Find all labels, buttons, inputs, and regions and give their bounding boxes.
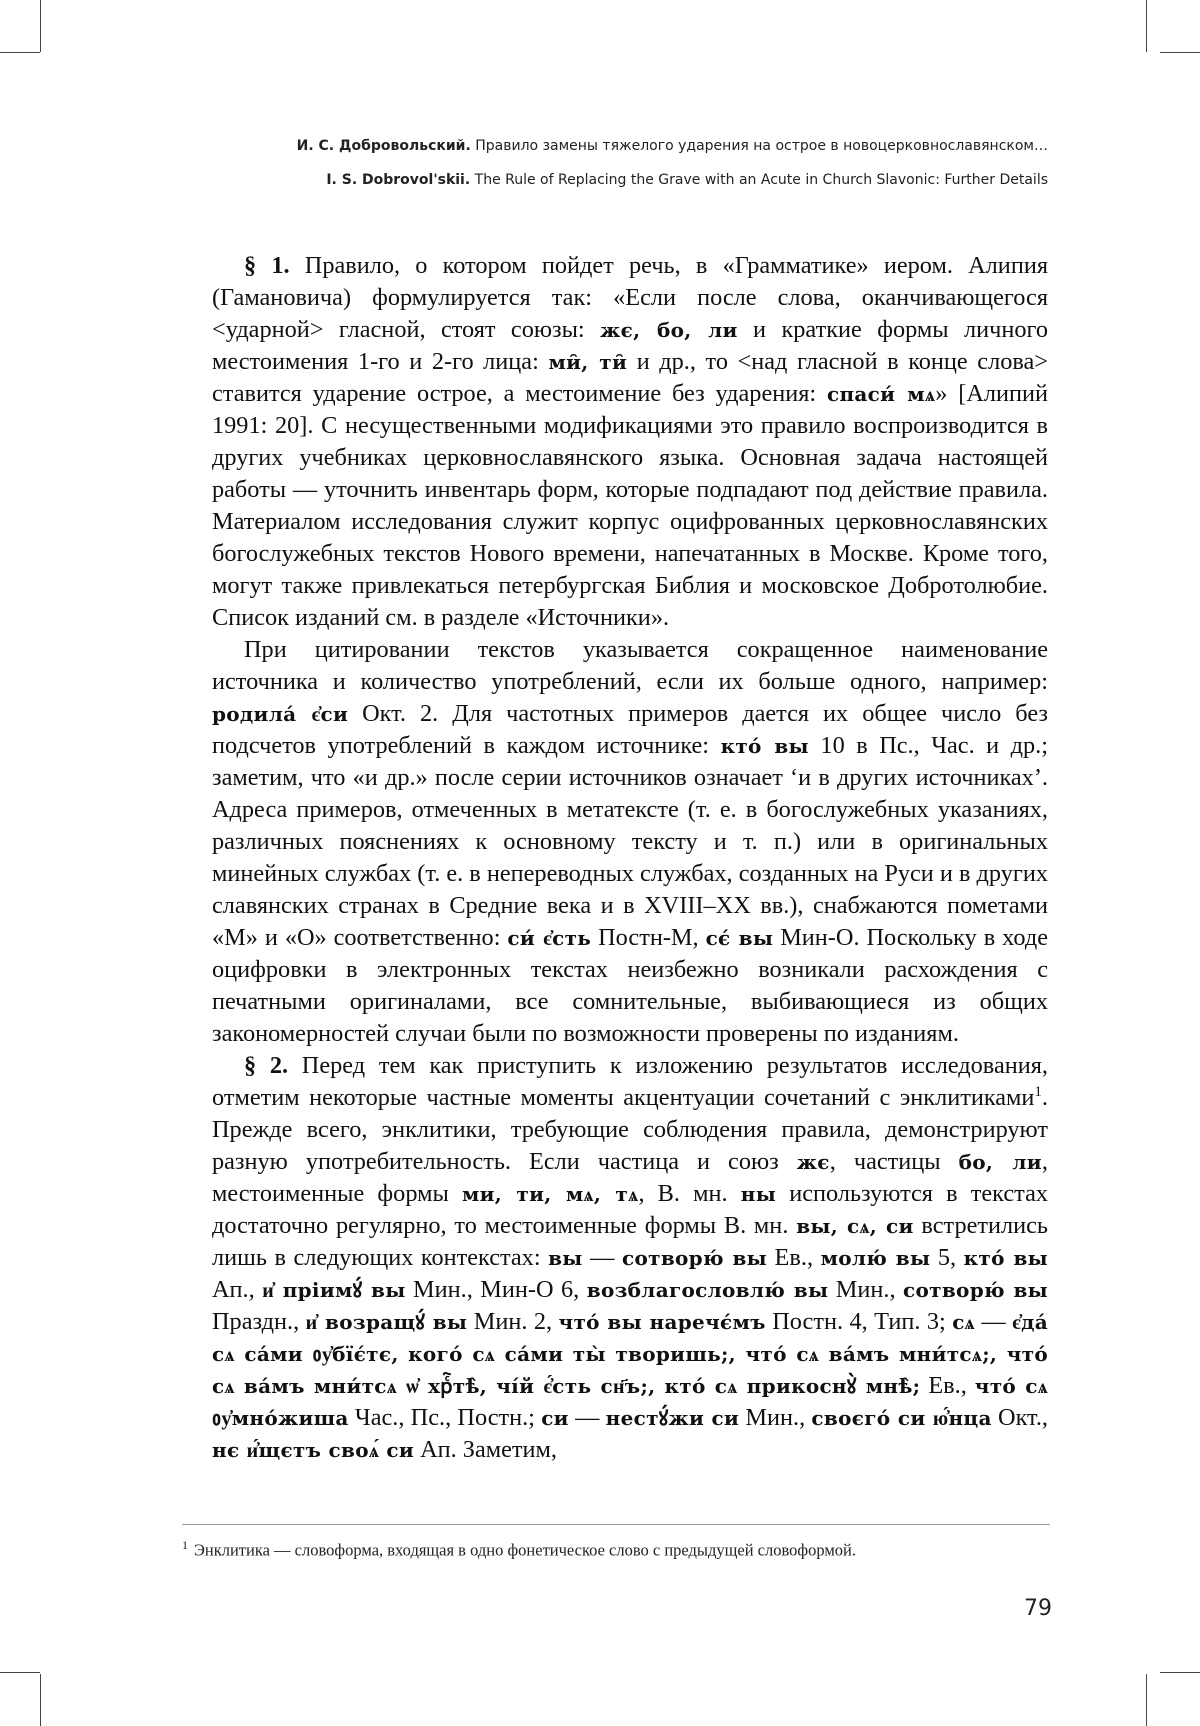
church-slavonic-example: и҆ пріимꙋ́ вы — [262, 1278, 406, 1302]
crop-mark-top-left-vertical — [40, 0, 41, 52]
body-text — [212, 250, 1048, 1466]
section-marker: § 1. — [244, 252, 290, 279]
crop-mark-top-right-vertical — [1146, 0, 1147, 52]
text-run: Ап. Заметим, — [414, 1436, 557, 1463]
footnote-divider — [182, 1524, 1050, 1525]
church-slavonic-example: нестꙋ́жи си — [605, 1406, 740, 1430]
text-run: Ев., — [920, 1372, 975, 1399]
running-head-english — [326, 172, 1048, 188]
text-run: При цитировании текстов указывается сокращенное наименование источника и количество употреблений, если их больше одного, например: — [212, 636, 1048, 695]
text-run: 10 в Пс., Час. и др.; заметим, что «и др.» после серии источников означает ‘и в других источниках’. Адреса примеров, отмеченных в метатексте (т. е. в богослужебных указаниях, различных пояснениях к основному тексту и т. п.) или в оригинальных минейных службах (т. е. в непереводных службах, созданных на Руси и в других славянских странах в Средние века и в XVIII–XX вв.), снабжаются пометами «М» и «О» соответственно: — [212, 732, 1049, 951]
footnote-reference[interactable]: 1 — [1034, 1083, 1042, 1100]
footnote-number: 1 — [182, 1538, 188, 1552]
text-run: , частицы — [829, 1148, 959, 1175]
paragraph-section-1 — [212, 250, 1048, 634]
church-slavonic-example: ми, ти, мѧ, тѧ — [461, 1182, 639, 1206]
running-head-russian — [297, 138, 1048, 154]
running-head-ru-author: И. С. Добровольский. — [296, 138, 471, 154]
text-run: 5, — [930, 1244, 964, 1271]
text-run: Постн. 4, Тип. 3; — [765, 1308, 953, 1335]
text-run: и др., то <над гласной в конце слова> ставится ударение острое, а местоимение без ударения: — [212, 348, 1048, 407]
church-slavonic-example: молю́ вы — [820, 1246, 931, 1270]
text-run: Ап., — [212, 1276, 263, 1303]
church-slavonic-example: жє — [796, 1150, 830, 1174]
church-slavonic-example: сѧ — [952, 1310, 975, 1334]
church-slavonic-example: кто́ вы — [963, 1246, 1048, 1270]
church-slavonic-example: вы, сѧ, си — [796, 1214, 914, 1238]
running-head-en-author: I. S. Dobrovol'skii. — [326, 172, 471, 188]
text-run: Мин-О. Поскольку в ходе оцифровки в электронных текстах неизбежно возникали расхождения с печатными оригиналами, все сомнительные, выбивающиеся из общих закономерностей случаи были по возможности проверены по изданиям. — [212, 924, 1048, 1047]
page-number: 79 — [1024, 1596, 1052, 1621]
church-slavonic-example: сє́ вы — [705, 926, 774, 950]
text-run: Мин., — [828, 1276, 904, 1303]
church-slavonic-example: кто́ вы — [720, 734, 809, 758]
church-slavonic-example: си — [541, 1406, 569, 1430]
church-slavonic-example: что́ сѧ ᲂу҆мно́жиша — [212, 1374, 1048, 1430]
text-run: Окт. 2. Для частотных примеров дается их общее число без подсчетов употреблений в каждом источнике: — [212, 700, 1048, 759]
church-slavonic-example: сотворю́ вы — [622, 1246, 768, 1270]
text-run: встретились лишь в следующих контекстах: — [212, 1212, 1048, 1271]
church-slavonic-example: бо, ли — [958, 1150, 1042, 1174]
text-run: используются в текстах достаточно регулярно, то местоименные формы В. мн. — [212, 1180, 1049, 1239]
crop-mark-bottom-left-vertical — [40, 1674, 41, 1726]
church-slavonic-example: сотворю́ вы — [903, 1278, 1049, 1302]
text-run: Перед тем как приступить к изложению результатов исследования, отметим некоторые частные моменты акцентуации сочетаний с энклитиками — [212, 1052, 1049, 1111]
text-run: Правило, о котором пойдет речь, в «Грамматике» иером. Алипия (Гамановича) формулируется так: «Если после слова, оканчивающегося <ударной> гласной, стоят союзы: — [212, 252, 1048, 343]
church-slavonic-example: возблагословлю́ вы — [586, 1278, 829, 1302]
section-marker: § 2. — [244, 1052, 289, 1079]
footnote-text: Энклитика — словоформа, входящая в одно фонетическое слово с предыдущей словоформой. — [194, 1540, 856, 1560]
crop-mark-bottom-left-horizontal — [0, 1672, 40, 1673]
church-slavonic-example: ны — [740, 1182, 777, 1206]
church-slavonic-example: ми̑, ти̑ — [548, 350, 628, 374]
church-slavonic-example: вы — [548, 1246, 583, 1270]
text-run: — — [582, 1244, 623, 1271]
running-head-ru-title: Правило замены тяжелого ударения на острое в новоцерковнославянском… — [475, 138, 1048, 154]
text-run: — — [568, 1404, 606, 1431]
text-run: , В. мн. — [638, 1180, 741, 1207]
text-run: . Прежде всего, энклитики, требующие соблюдения правила, демонстрируют разную употребительность. Если частица и союз — [212, 1084, 1048, 1175]
text-run: — — [974, 1308, 1013, 1335]
footnote — [182, 1534, 1050, 1562]
church-slavonic-example: и҆ возращꙋ́ вы — [305, 1310, 468, 1334]
running-head-en-title: The Rule of Replacing the Grave with an Acute in Church Slavonic: Further Details — [474, 172, 1048, 188]
text-run: Мин. 2, — [467, 1308, 559, 1335]
church-slavonic-example: родила́ є҆си — [212, 702, 349, 726]
church-slavonic-example: своєго́ си ю҆́нца — [811, 1406, 992, 1430]
crop-mark-bottom-right-vertical — [1146, 1674, 1147, 1726]
text-run: Постн-М, — [591, 924, 706, 951]
text-run: » [Алипий 1991: 20]. С несущественными модификациями это правило воспроизводится в других учебниках церковнославянского языка. Основная задача настоящей работы — уточнить инвентарь форм, которые подпадают под действие правила. Материалом исследования служит корпус оцифрованных церковнославянских богослужебных текстов Нового времени, напечатанных в Москве. Кроме того, могут также привлекаться петербургская Библия и московское Добротолюбие. Список изданий см. в разделе «Источники». — [212, 380, 1048, 631]
crop-mark-bottom-right-horizontal — [1160, 1672, 1200, 1673]
crop-mark-top-left-horizontal — [0, 52, 40, 53]
text-run: Мин., Мин-О 6, — [405, 1276, 587, 1303]
church-slavonic-example: си́ є҆сть — [507, 926, 592, 950]
crop-mark-top-right-horizontal — [1160, 52, 1200, 53]
church-slavonic-example: нє и҆́щєтъ своѧ́ си — [212, 1438, 415, 1462]
church-slavonic-example: є҆да́ сѧ са́ми ᲂу҆бїє́тє, кого́ сѧ са́ми ты̀ творишь;, что́ сѧ ва́мъ мни́тсѧ;, что́ сѧ ва́мъ мни́тсѧ ѡ҆ хрⷭ҇тѣ̀, чі́й є҆́сть сн҃ъ;, кто́ сѧ прикоснꙋ̀ мнѣ̀; — [212, 1310, 1048, 1398]
text-run: Ев., — [767, 1244, 821, 1271]
text-run: Мин., — [739, 1404, 812, 1431]
text-run: Окт., — [991, 1404, 1048, 1431]
paragraph-citation-rules — [212, 634, 1048, 1050]
church-slavonic-example: жє, бо, ли — [600, 318, 738, 342]
text-run: , местоименные формы — [212, 1148, 1048, 1207]
text-run: и краткие формы личного местоимения 1-го и 2-го лица: — [212, 316, 1048, 375]
text-run: Час., Пс., Постн.; — [348, 1404, 542, 1431]
church-slavonic-example: спаси́ мѧ — [827, 382, 936, 406]
text-run: Праздн., — [212, 1308, 306, 1335]
paragraph-section-2 — [212, 1050, 1048, 1466]
church-slavonic-example: что́ вы наречє́мъ — [558, 1310, 766, 1334]
